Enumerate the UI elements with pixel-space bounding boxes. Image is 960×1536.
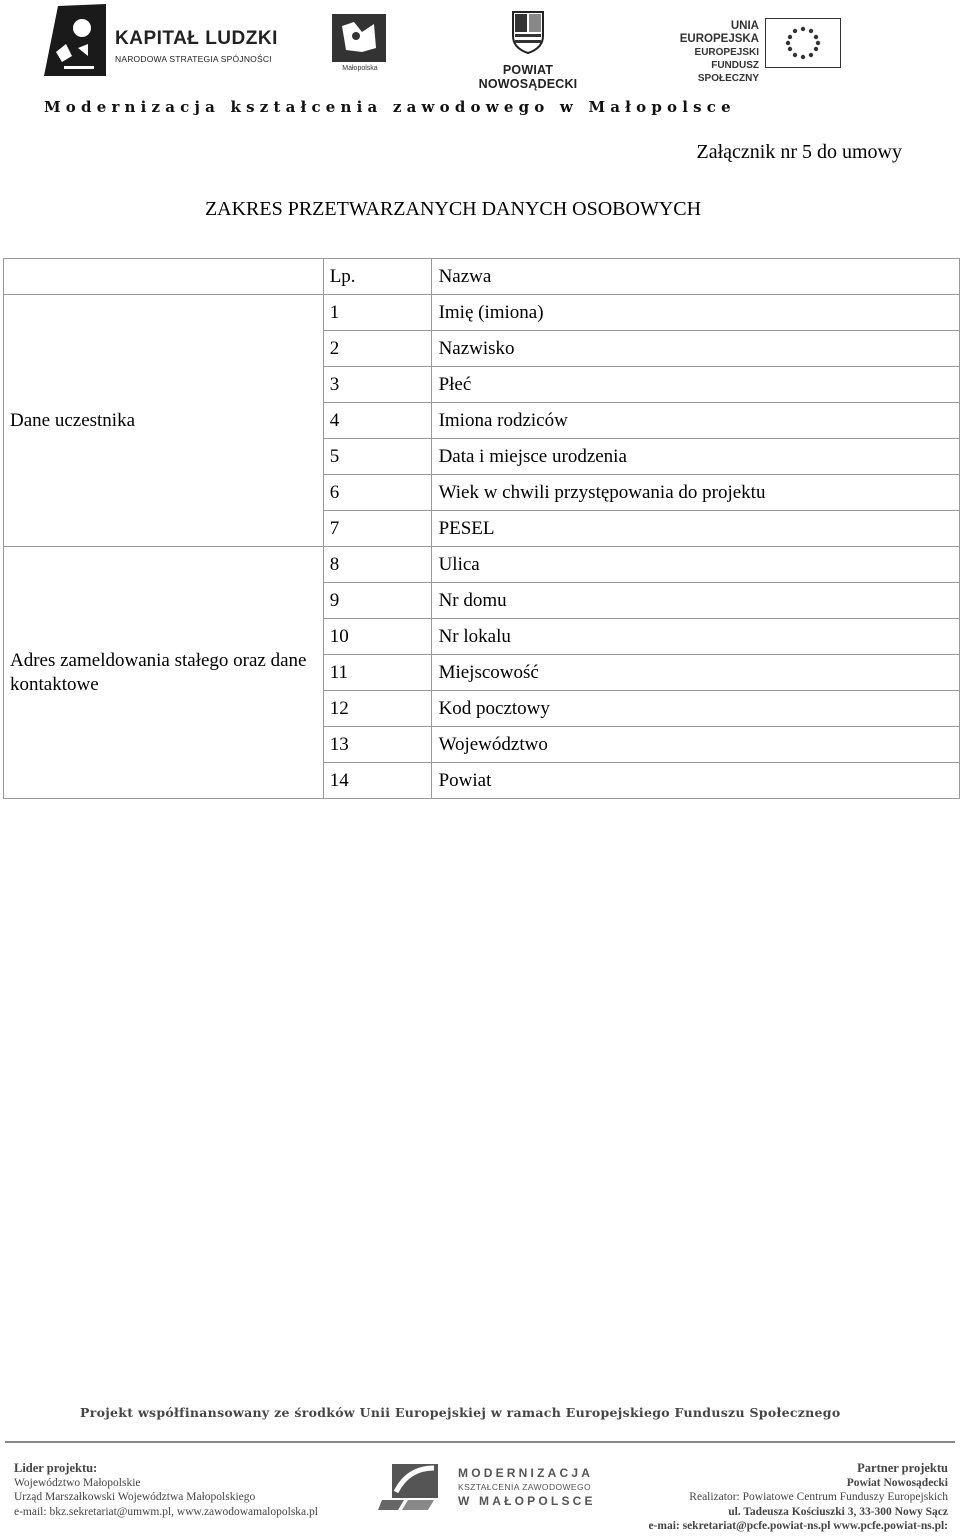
row-number: 6: [323, 475, 431, 511]
row-number: 10: [323, 619, 431, 655]
table-header-row: [4, 259, 960, 295]
modernizacja-line-1: MODERNIZACJA: [458, 1466, 594, 1480]
project-partner-block: [648, 1461, 948, 1534]
partner-contact: e-mai: sekretariat@pcfe.powiat-ns.pl www.pcfe.powiat-ns.pl:: [648, 1520, 948, 1532]
row-number: 4: [323, 403, 431, 439]
table-header-empty-cell: [4, 259, 324, 295]
column-header-name: Nazwa: [431, 259, 959, 295]
project-leader-block: [14, 1461, 318, 1519]
malopolska-logo: [332, 14, 388, 74]
eu-logo: [655, 18, 845, 84]
shield-icon: [511, 10, 545, 54]
partner-line: Powiat Nowosądecki: [846, 1476, 948, 1489]
row-number: 8: [323, 547, 431, 583]
powiat-logo: [458, 10, 598, 91]
powiat-name: POWIAT NOWOSĄDECKI: [478, 63, 578, 91]
modernizacja-text: [458, 1466, 596, 1508]
kapital-ludzki-mark-icon: [44, 4, 108, 76]
row-name: Imiona rodziców: [431, 403, 959, 439]
modernizacja-line-2: KSZTAŁCENIA ZAWODOWEGO: [458, 1482, 592, 1492]
partner-heading: Partner projektu: [857, 1461, 948, 1475]
row-name: Województwo: [431, 727, 959, 763]
cofinancing-note: Projekt współfinansowany ze środków Unii Europejskiej w ramach Europejskiego Funduszu Społecznego: [80, 1405, 841, 1420]
column-header-lp: Lp.: [323, 259, 431, 295]
partner-line: Realizator: Powiatowe Centrum Funduszy Europejskich: [689, 1491, 948, 1503]
row-name: Nr domu: [431, 583, 959, 619]
kapital-ludzki-subtitle: NARODOWA STRATEGIA SPÓJNOŚCI: [115, 54, 272, 64]
row-number: 5: [323, 439, 431, 475]
header-logos: [0, 0, 960, 116]
row-name: Nazwisko: [431, 331, 959, 367]
row-number: 11: [323, 655, 431, 691]
modernizacja-mark-icon: [378, 1460, 442, 1514]
kapital-ludzki-logo: [44, 4, 294, 76]
row-number: 14: [323, 763, 431, 799]
row-name: Kod pocztowy: [431, 691, 959, 727]
row-name: Miejscowość: [431, 655, 959, 691]
header-tagline: Modernizacja kształcenia zawodowego w Małopolsce: [44, 98, 736, 116]
table-row: [4, 295, 960, 331]
row-name: Data i miejsce urodzenia: [431, 439, 959, 475]
row-number: 3: [323, 367, 431, 403]
annex-label: Załącznik nr 5 do umowy: [696, 141, 902, 163]
row-name: Płeć: [431, 367, 959, 403]
table-row: [4, 547, 960, 583]
malopolska-caption: Małopolska: [342, 65, 378, 72]
row-number: 1: [323, 295, 431, 331]
row-name: PESEL: [431, 511, 959, 547]
personal-data-table: [3, 258, 960, 799]
leader-line: Województwo Małopolskie: [14, 1476, 141, 1489]
leader-line: Urząd Marszałkowski Województwa Małopolskiego: [14, 1491, 256, 1503]
row-number: 13: [323, 727, 431, 763]
leader-heading: Lider projektu:: [14, 1461, 98, 1475]
eu-text: [655, 20, 759, 85]
group-label-address: Adres zameldowania stałego oraz dane kontaktowe: [4, 547, 324, 799]
eu-flag-icon: [765, 18, 841, 68]
row-name: Imię (imiona): [431, 295, 959, 331]
partner-line: ul. Tadeusza Kościuszki 3, 33-300 Nowy Sącz: [728, 1505, 948, 1518]
row-number: 7: [323, 511, 431, 547]
row-name: Wiek w chwili przystępowania do projektu: [431, 475, 959, 511]
eu-line-3: FUNDUSZ SPOŁECZNY: [697, 60, 759, 84]
row-name: Ulica: [431, 547, 959, 583]
modernizacja-logo: [378, 1460, 618, 1514]
eu-line-2: EUROPEJSKI: [694, 47, 759, 58]
row-number: 9: [323, 583, 431, 619]
page-footer: [0, 1400, 960, 1536]
row-number: 12: [323, 691, 431, 727]
malopolska-mark-icon: [332, 14, 386, 62]
kapital-ludzki-title: KAPITAŁ LUDZKI: [115, 28, 278, 49]
eu-line-1: UNIA EUROPEJSKA: [679, 20, 759, 45]
group-label-participant: Dane uczestnika: [4, 295, 324, 547]
modernizacja-line-3: W MAŁOPOLSCE: [458, 1494, 596, 1508]
leader-line: e-mail: bkz.sekretariat@umwm.pl, www.zawodowamalopolska.pl: [14, 1505, 318, 1518]
page-title: ZAKRES PRZETWARZANYCH DANYCH OSOBOWYCH: [204, 198, 702, 220]
row-name: Nr lokalu: [431, 619, 959, 655]
row-name: Powiat: [431, 763, 959, 799]
footer-divider: [5, 1441, 955, 1443]
row-number: 2: [323, 331, 431, 367]
